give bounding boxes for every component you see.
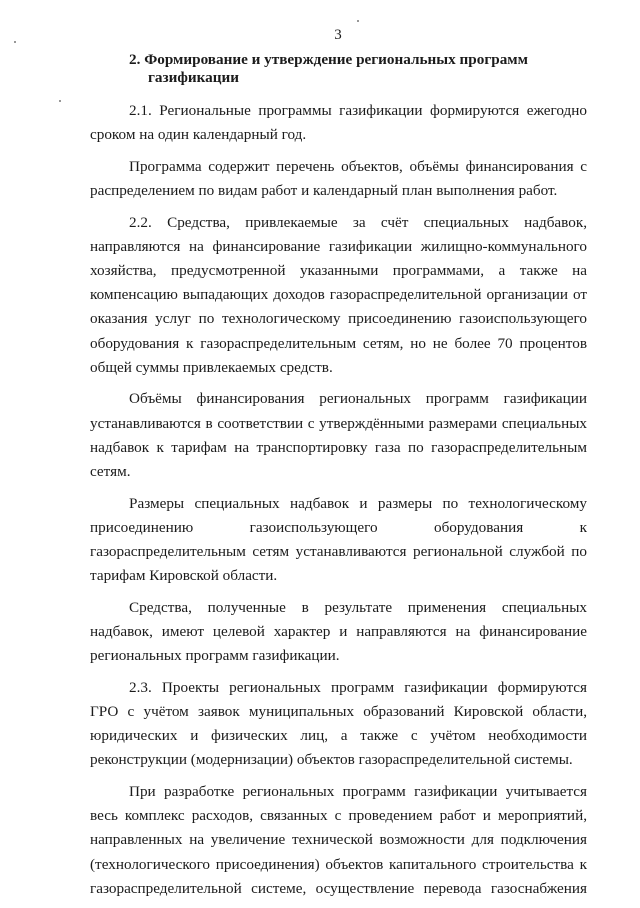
paragraph-program-contents: Программа содержит перечень объектов, объёмы финансирования с распределением по видам работ и календарный план выполнения работ. — [90, 157, 587, 199]
paragraph-2-1: 2.1. Региональные программы газификации формируются ежегодно сроком на один календарный год. — [90, 102, 587, 144]
page-number: 3 — [334, 27, 342, 43]
paragraph-surcharge-sizes: Размеры специальных надбавок и размеры по технологическому присоединению газоиспользующего оборудования к газораспределительным сетям устанавливаются региональной службой по тарифам Кировской области. — [90, 494, 587, 585]
scan-speck — [357, 20, 359, 22]
paragraph-2-2: 2.2. Средства, привлекаемые за счёт специальных надбавок, направляются на финансирование газификации жилищно-коммунального хозяйства, предусмотренной указанными программами, а также на компенсацию выпадающих доходов газораспределительной организации от оказания услуг по технологическому присоединению газоиспользующего оборудования к газораспределительным сетям, но не более 70 процентов общей суммы привлекаемых средств. — [90, 213, 587, 376]
paragraph-financing-volumes: Объёмы финансирования региональных программ газификации устанавливаются в соответствии с утверждёнными размерами специальных надбавок к тарифам на транспортировку газа по газораспределительным сетям. — [90, 390, 587, 481]
section-heading — [129, 51, 599, 87]
document-body — [90, 99, 587, 908]
scan-speck — [59, 100, 61, 102]
paragraph-2-3: 2.3. Проекты региональных программ газификации формируются ГРО с учётом заявок муниципальных образований Кировской области, юридических и физических лиц, а также с учётом необходимости реконструкции (модернизации) объектов газораспределительной системы. — [90, 678, 587, 769]
paragraph-funds-purpose: Средства, полученные в результате применения специальных надбавок, имеют целевой характер и направляются на финансирование региональных программ газификации. — [90, 598, 587, 665]
section-heading-line-2: газификации — [148, 69, 239, 86]
scan-speck — [14, 41, 16, 43]
paragraph-development-costs: При разработке региональных программ газификации учитывается весь комплекс расходов, связанных с проведением работ и мероприятий, направленных на увеличение технической возможности для подключения (технологического присоединения) объектов капитального строительства к газораспределительной системе, осуществление перевода газоснабжения — [90, 783, 587, 897]
section-heading-line-1: 2. Формирование и утверждение региональных программ — [129, 51, 528, 68]
